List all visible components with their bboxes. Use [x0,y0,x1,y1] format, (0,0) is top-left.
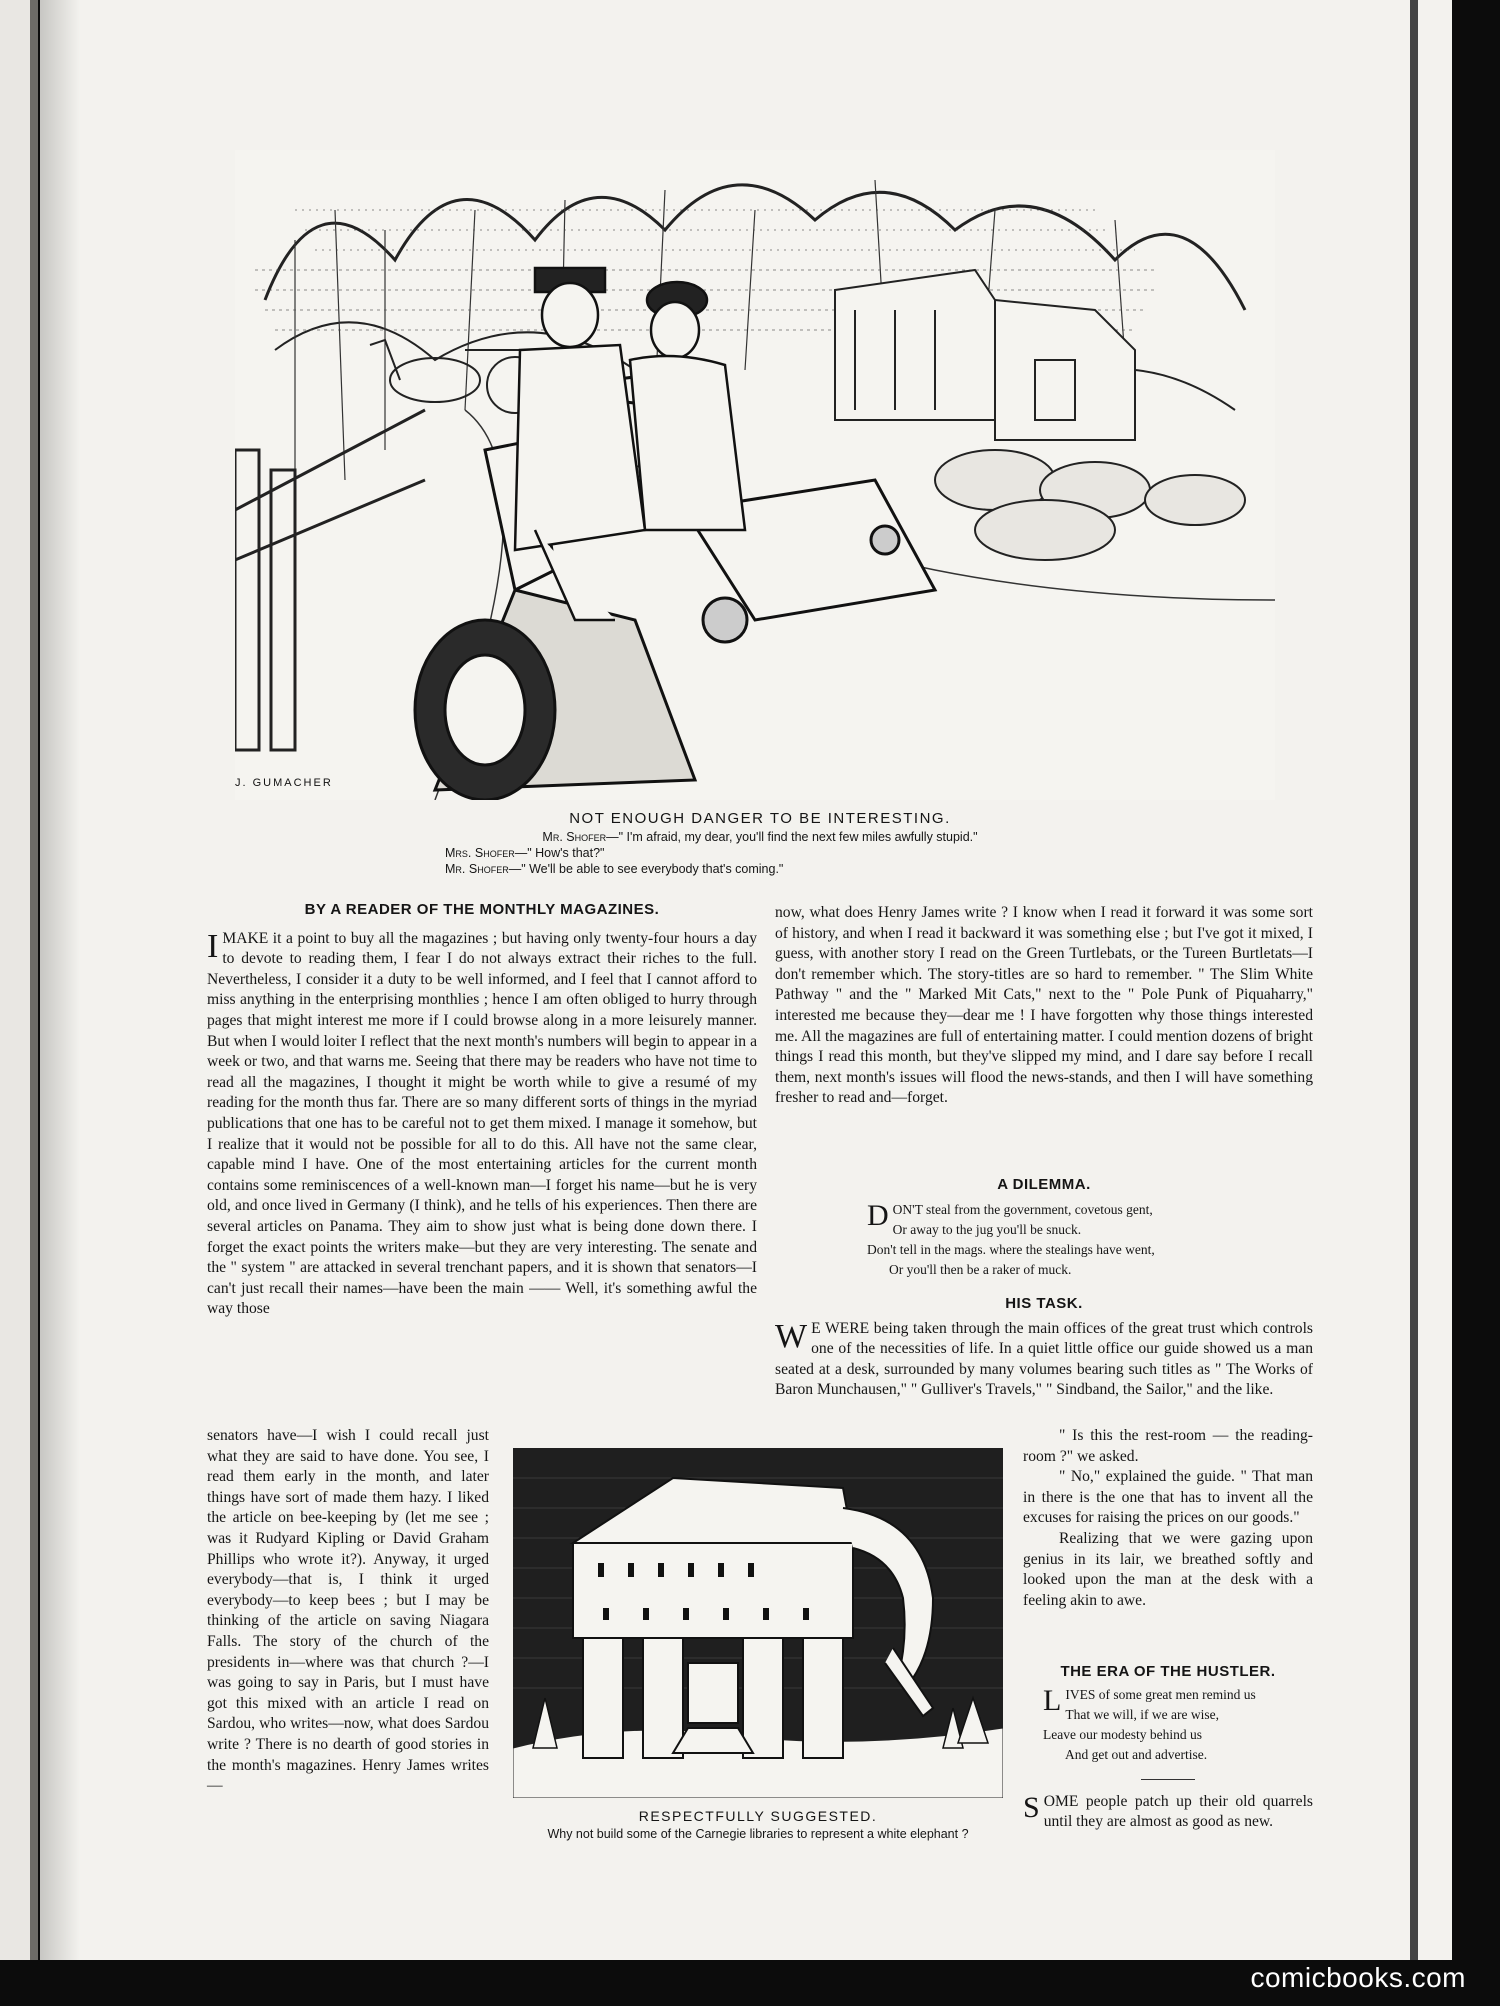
motorcar-caption [400,810,1120,877]
drop-cap: S [1023,1790,1040,1824]
hustler-heading: THE ERA OF THE HUSTLER. [1060,1663,1276,1680]
his-task-narrow [1023,1426,1313,1611]
his-task-section [775,1294,1313,1401]
poem-line: Don't tell in the mags. where the stealings have went, [867,1241,1155,1257]
article-continuation [775,903,1313,1109]
poem-line: That we will, if we are wise, [1065,1706,1220,1722]
article-body-right: now, what does Henry James write ? I know when I read it forward it was some sort of history, and when I read it backward it was something else ; but I've got it mixed, I guess, with another story I read on the Green Turtlebats, or the Tureen Burtletats—I don't remember which. The story-titles are so hard to remember. " The Slim White Pathway " and the " Marked Mit Cats," next to the " Pole Punk of Piquaharry," interested me because they—dear me ! I have forgotten why those things interested me. All the magazines are full of entertaining matter. I could mention dozens of bright things I read this month, but they've slipped my mind, and I dare say before I recall them, next month's issues will flood the news-stands, and then I will have something fresher to read and—forget. [775,904,1313,1107]
drop-cap: L [1043,1683,1062,1717]
elephant-caption-title: RESPECTFULLY SUGGESTED. [638,1808,878,1824]
his-task-heading: HIS TASK. [1005,1295,1083,1312]
his-task-body: W E WERE being taken through the main offices of the great trust which controls one of the necessities of life. In a quiet little office our guide showed us a man seated at a desk, surrounded by many volumes bearing such titles as " The Works of Baron Munchausen," " Gulliver's Travels," " Sindband, the Sailor," and the like. [775,1317,1313,1399]
watermark: comicbooks.com [1250,1962,1466,1993]
artist-signature: J. GUMACHER [235,777,333,789]
page-shadow [40,0,80,1960]
poem-line: LIVES of some great men remind us [1043,1683,1256,1717]
elephant-caption [513,1808,1003,1842]
binding-gutter [30,0,38,1960]
dilemma-poem [867,1200,1207,1280]
poem-line: Or away to the jug you'll be snuck. [892,1221,1082,1237]
his-task-question: " Is this the rest-room — the reading-room ?" we asked. [1023,1427,1313,1465]
motorcar-drawing [235,150,1275,800]
article-body-narrow: senators have—I wish I could recall just what they are said to have done. You see, I read them early in the month, and later things have sort of made them hazy. I liked the article on bee-keeping by (let me see ; was it Rudyard Kipling or David Graham Phillips who wrote it?). Anyway, it urged everybody—that is, I think it urged everybody—to keep bees ; but I may be thinking of the article on saving Niagara Falls. The story of the church of the presidents in—where was that church ?—I was going to say in Paris, but I must have got this mixed with an article I read on Sardou, who writes—now, what does Sardou write ? There is no dearth of good stories in the month's magazines. Henry James writes— [207,1427,489,1795]
dialogue-line: Mrs. Shofer—" How's that?" [445,846,605,860]
motorcar-illustration [235,150,1275,800]
drop-cap: D [867,1198,889,1232]
dialogue-line: Mr. Shofer—" We'll be able to see everybody that's coming." [445,862,784,876]
his-task-ending: Realizing that we were gazing upon genius in its lair, we breathed softly and looked upon the man at the desk with a feeling akin to awe. [1023,1529,1313,1609]
poem-line: Or you'll then be a raker of muck. [889,1261,1072,1277]
article-heading: BY A READER OF THE MONTHLY MAGAZINES. [304,901,660,918]
article-body-top: IMAKE it a point to buy all the magazines ; but having only twenty-four hours a day to devote to reading them, I fear I do not always extract their riches to the full. Nevertheless, I consider it a duty to be well informed, and I feel that I cannot afford to miss anything in the enterprising monthlies ; hence I am often obliged to hurry through pages that might interest me more if I could browse along in a more leisurely manner. But when I would loiter I reflect that the next month's numbers will begin to appear in a week or two, and that warns me. Seeing that there may be readers who have not time to read all the magazines, I thought it might be worth while to give a resumé of my reading for the month thus far. There are so many different sorts of things in the myriad publications that one has to be careful not to get them mixed. I manage it somehow, but I realize that it would not be possible for all to do this. All have not the same clear, capable mind I have. One of the most entertaining articles for the current month contains some reminiscences of a well-known man—I forget his name—but he is very old, and once lived in Germany (I think), and he tells of his experiences. Then there are several articles on Panama. They aim to show just what is being done down there. I forget the exact points the writers make—but they are very interesting. The senate and the " system " are attacked in several trenchant papers, and it is shown that senators—I can't just recall their names—have been the main —— Well, it's something awful the way those [207,927,757,1318]
hustler-section [1023,1662,1313,1833]
dilemma-heading: A DILEMMA. [997,1176,1091,1193]
poem-line: Leave our modesty behind us [1043,1726,1202,1742]
article-column [207,900,757,1320]
drop-cap: I [207,927,219,965]
quarrels-paragraph: SOME people patch up their old quarrels until they are almost as good as new. [1023,1790,1313,1831]
dilemma-section [775,1175,1313,1280]
motorcar-caption-title: NOT ENOUGH DANGER TO BE INTERESTING. [569,810,951,827]
hustler-poem [1023,1685,1313,1765]
poem-line: And get out and advertise. [1065,1746,1208,1762]
dialogue-line: Mr. Shofer—" I'm afraid, my dear, you'll find the next few miles awfully stupid." [542,830,978,844]
section-divider [1141,1779,1195,1780]
poem-line: DON'T steal from the government, covetous gent, [867,1198,1153,1232]
elephant-illustration [513,1448,1003,1798]
page-edge-rule [1410,0,1418,1960]
his-task-answer: " No," explained the guide. " That man in there is the one that has to invent all the excuses for raising the prices on our goods." [1023,1468,1313,1527]
article-column-narrow [207,1426,489,1797]
elephant-caption-text: Why not build some of the Carnegie libraries to represent a white elephant ? [547,1827,969,1841]
elephant-library-drawing [513,1448,1003,1798]
drop-cap: W [775,1317,808,1355]
